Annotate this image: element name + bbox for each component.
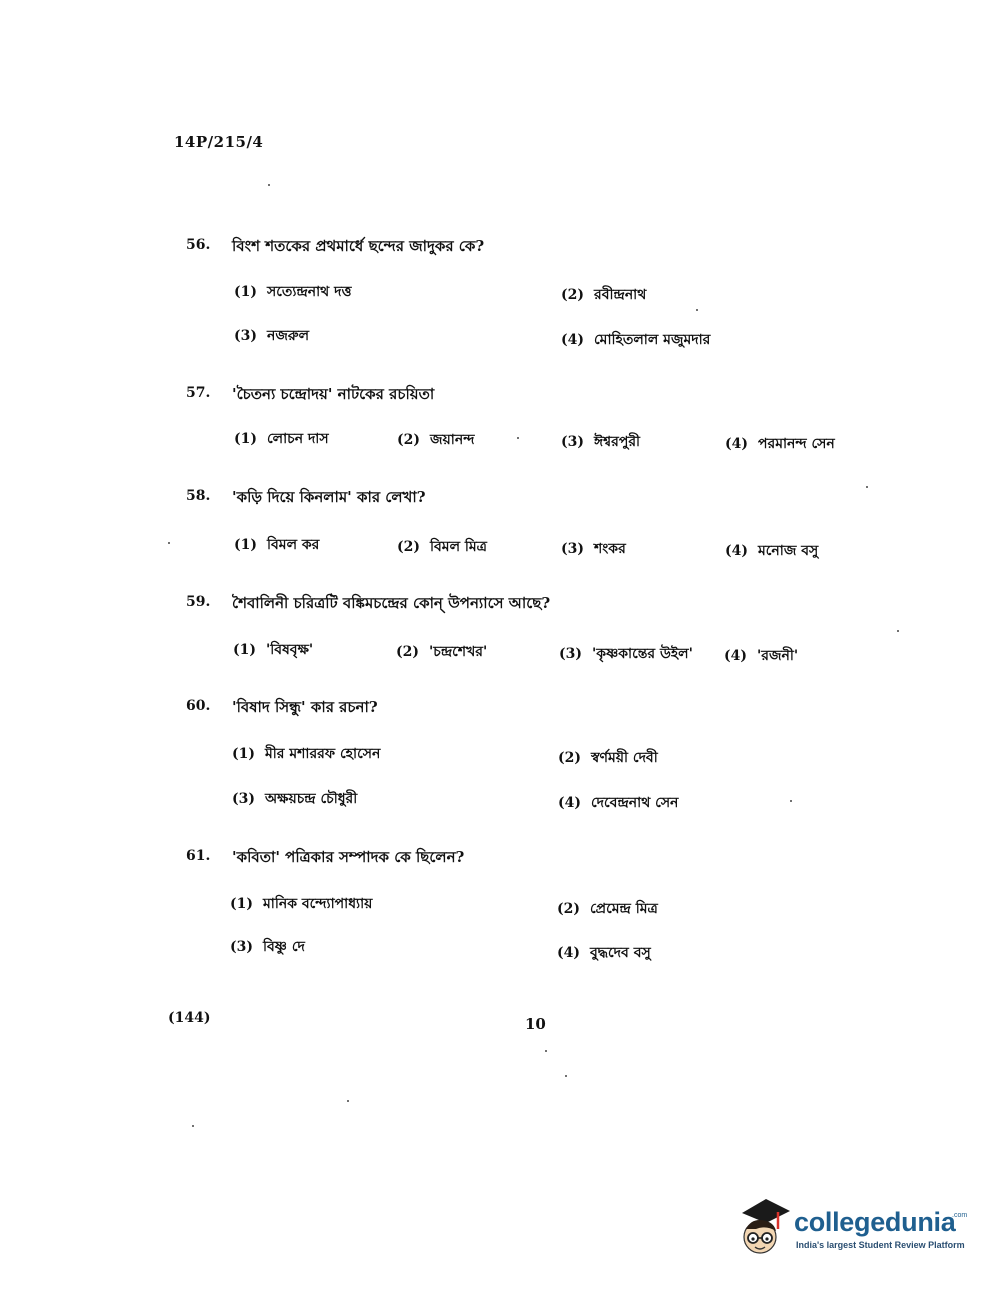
question-text: শৈবালিনী চরিত্রটি বঙ্কিমচন্দ্রের কোন্ উপন্যাসে আছে? [232,594,551,612]
option-1: (1) মানিক বন্দ্যোপাধ্যায় [230,896,373,912]
option-4: (4) 'রজনী' [724,648,799,664]
scan-speck [268,184,270,186]
option-1: (1) মীর মশাররফ হোসেন [232,746,381,762]
option-4: (4) পরমানন্দ সেন [725,436,835,452]
page-number: 10 [525,1015,546,1033]
question-number: 60. [186,698,211,714]
option-3: (3) নজরুল [234,328,310,344]
option-1: (1) বিমল কর [234,537,320,553]
option-4: (4) মোহিতলাল মজুমদার [561,332,711,348]
scan-speck [168,542,170,544]
question-number: 61. [186,848,211,864]
page-code: 14P/215/4 [174,133,264,151]
question-number: 57. [186,385,211,401]
option-1: (1) 'বিষবৃক্ষ' [233,642,314,658]
footer-code: (144) [168,1010,211,1026]
logo-suffix: .com [952,1212,968,1219]
question-text: 'কবিতা' পত্রিকার সম্পাদক কে ছিলেন? [232,848,465,866]
question-text: 'বিষাদ সিন্ধু' কার রচনা? [232,698,378,716]
option-3: (3) বিষ্ণু দে [230,939,305,955]
student-mascot-icon [736,1195,792,1261]
scan-speck [897,630,899,632]
scan-speck [347,1100,349,1102]
scan-speck [517,437,519,439]
scan-speck [192,1125,194,1127]
logo-wordmark: collegedunia [794,1207,956,1237]
option-3: (3) 'কৃষ্ণকান্তের উইল' [559,646,693,662]
option-3: (3) শংকর [561,541,626,557]
logo-tagline: India's largest Student Review Platform [796,1240,965,1250]
scan-speck [790,800,792,802]
option-1: (1) সত্যেন্দ্রনাথ দত্ত [234,284,352,300]
question-text: 'চৈতন্য চন্দ্রোদয়' নাটকের রচয়িতা [232,385,435,403]
option-4: (4) দেবেন্দ্রনাথ সেন [558,795,679,811]
option-2: (2) 'চন্দ্রশেখর' [396,644,488,660]
question-text: 'কড়ি দিয়ে কিনলাম' কার লেখা? [232,488,426,506]
option-4: (4) মনোজ বসু [725,543,819,559]
option-2: (2) জয়ানন্দ [397,432,475,448]
collegedunia-logo [736,1195,966,1263]
option-1: (1) লোচন দাস [234,431,329,447]
option-3: (3) ঈশ্বরপুরী [561,434,641,450]
option-2: (2) প্রেমেন্দ্র মিত্র [557,901,658,917]
option-3: (3) অক্ষয়চন্দ্র চৌধুরী [232,791,358,807]
scan-speck [545,1050,547,1052]
option-4: (4) বুদ্ধদেব বসু [557,945,651,961]
option-2: (2) বিমল মিত্র [397,539,487,555]
question-number: 59. [186,594,211,610]
scan-speck [866,486,868,488]
question-number: 58. [186,488,211,504]
question-number: 56. [186,237,211,253]
scan-speck [565,1075,567,1077]
option-2: (2) রবীন্দ্রনাথ [561,287,647,303]
option-2: (2) স্বর্ণময়ী দেবী [558,750,658,766]
question-text: বিংশ শতকের প্রথমার্ধে ছন্দের জাদুকর কে? [232,237,485,255]
scan-speck [696,309,698,311]
